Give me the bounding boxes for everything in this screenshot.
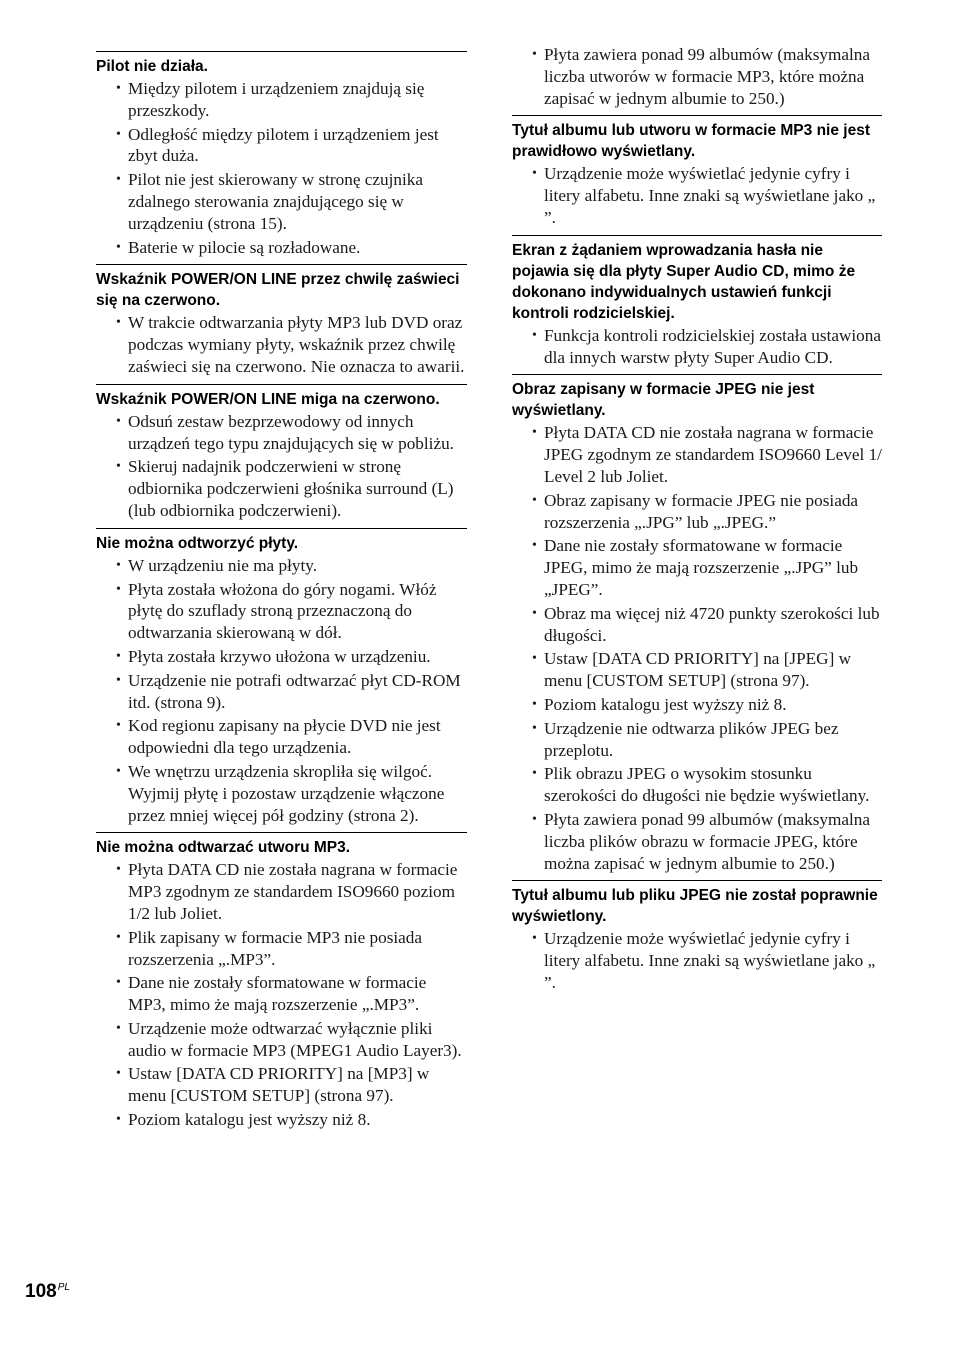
list-item-text: Plik obrazu JPEG o wysokim stosunku szerokości do długości nie będzie wyświetlany. [544,764,870,806]
list-item-text: Między pilotem i urządzeniem znajdują się przeszkody. [128,79,425,120]
troubleshooting-section [512,44,882,109]
left-column [96,51,467,1137]
list-item-text: Odsuń zestaw bezprzewodowy od innych urządzeń tego typu znajdujących się w pobliżu. [128,411,454,453]
page-number [25,1281,70,1303]
list-item-text: Baterie w pilocie są rozładowane. [128,237,361,257]
list-item [512,535,882,600]
list-item [96,237,467,259]
troubleshooting-section [512,235,882,369]
list-item-text: Dane nie zostały sformatowane w formacie JPEG, mimo że mają rozszerzenie „.JPG” lub „JPEG”. [544,536,859,599]
bullet-list [96,312,467,377]
list-item [96,456,467,521]
bullet-list [512,325,882,369]
bullet-icon: • [116,1066,121,1082]
troubleshooting-section [512,880,882,993]
list-item-text: Funkcja kontroli rodzicielskiej została ustawiona dla innych warstw płyty Super Audio CD. [544,325,881,367]
bullet-icon: • [532,651,537,667]
bullet-icon: • [116,862,121,878]
section-heading: Obraz zapisany w formacie JPEG nie jest wyświetlany. [512,381,815,420]
list-item [96,859,467,924]
list-item [512,603,882,647]
section-heading: Tytuł albumu lub pliku JPEG nie został poprawnie wyświetlony. [512,887,878,926]
list-item [96,715,467,759]
bullet-icon: • [116,672,121,688]
section-heading: Nie można odtworzyć płyty. [96,534,299,552]
bullet-list [96,411,467,522]
list-item [96,927,467,971]
list-item-text: Płyta DATA CD nie została nagrana w formacie MP3 zgodnym ze standardem ISO9660 poziom 1/2 lub Joliet. [128,860,458,923]
list-item-text: Plik zapisany w formacie MP3 nie posiada rozszerzenia „.MP3”. [128,927,423,969]
bullet-icon: • [532,720,537,736]
list-item-text: Płyta zawiera ponad 99 albumów (maksymalna liczba utworów w formacie MP3, które można zapisać w jednym albumie to 250.) [544,45,870,108]
list-item [512,422,882,487]
list-item [96,1109,467,1131]
bullet-icon: • [116,557,121,573]
bullet-icon: • [116,459,121,475]
list-item-text: Obraz zapisany w formacie JPEG nie posiada rozszerzenia „.JPG” lub „.JPEG.” [544,490,859,532]
bullet-icon: • [532,931,537,947]
list-item [512,809,882,874]
bullet-icon: • [532,327,537,343]
list-item-text: Urządzenie może odtwarzać wyłącznie pliki audio w formacie MP3 (MPEG1 Audio Layer3). [128,1018,462,1060]
troubleshooting-section [96,832,467,1131]
list-item-text: Płyta została krzywo ułożona w urządzeniu. [128,646,431,666]
list-item [96,169,467,234]
list-item [512,928,882,993]
bullet-icon: • [532,47,537,62]
list-item-text: Płyta zawiera ponad 99 albumów (maksymalna liczba plików obrazu w formacie JPEG, które można zapisać w jednym albumie to 250.) [544,809,870,873]
bullet-icon: • [116,172,121,188]
troubleshooting-section [96,264,467,377]
list-item [96,1018,467,1062]
bullet-list [512,163,882,228]
list-item-text: Urządzenie nie potrafi odtwarzać płyt CD-ROM itd. (strona 9). [128,670,461,712]
list-item [96,646,467,668]
list-item-text: W trakcie odtwarzania płyty MP3 lub DVD oraz podczas wymiany płyty, wskaźnik przez chwilę zaświeci się na czerwono. Nie oznacza to awarii. [128,313,465,376]
bullet-icon: • [116,648,121,664]
bullet-icon: • [116,975,121,991]
list-item [96,1063,467,1107]
bullet-icon: • [532,538,537,554]
page-number-value: 108 [25,1281,57,1302]
list-item [512,163,882,228]
troubleshooting-section [96,528,467,827]
list-item-text: Urządzenie może wyświetlać jedynie cyfry i litery alfabetu. Inne znaki są wyświetlane jako „ ”. [544,929,876,992]
list-item-text: Kod regionu zapisany na płycie DVD nie jest odpowiedni dla tego urządzenia. [128,716,441,758]
section-heading: Tytuł albumu lub utworu w formacie MP3 nie jest prawidłowo wyświetlany. [512,122,870,161]
list-item-text: Urządzenie może wyświetlać jedynie cyfry i litery alfabetu. Inne znaki są wyświetlane jako „ ”. [544,164,876,227]
bullet-icon: • [532,696,537,712]
bullet-icon: • [532,766,537,782]
list-item [512,694,882,716]
bullet-icon: • [532,811,537,827]
bullet-icon: • [532,492,537,508]
bullet-list [96,78,467,258]
section-heading: Wskaźnik POWER/ON LINE przez chwilę zaświeci się na czerwono. [96,271,460,310]
bullet-icon: • [116,718,121,734]
bullet-list [96,555,467,827]
bullet-icon: • [116,581,121,597]
list-item [96,312,467,377]
section-heading: Pilot nie działa. [96,58,208,75]
list-item [512,490,882,534]
list-item-text: Poziom katalogu jest wyższy niż 8. [128,1110,371,1130]
list-item [512,44,882,109]
list-item [96,411,467,455]
list-item [96,670,467,714]
troubleshooting-section [512,374,882,874]
list-item-text: Płyta została włożona do góry nogami. Włóż płytę do szuflady stroną przeznaczoną do odtwarzania skierowaną w dół. [128,579,437,643]
right-column [512,44,882,1000]
troubleshooting-section [96,51,467,258]
list-item-text: Ustaw [DATA CD PRIORITY] na [JPEG] w menu [CUSTOM SETUP] (strona 97). [544,649,852,691]
list-item-text: Poziom katalogu jest wyższy niż 8. [544,694,787,714]
bullet-icon: • [116,239,121,255]
list-item-text: Odległość między pilotem i urządzeniem jest zbyt duża. [128,124,439,166]
bullet-icon: • [532,605,537,621]
list-item-text: Skieruj nadajnik podczerwieni w stronę odbiornika podczerwieni głośnika surround (L) (lub odbiornika podczerwieni). [128,457,454,520]
bullet-icon: • [116,126,121,142]
list-item-text: Płyta DATA CD nie została nagrana w formacie JPEG zgodnym ze standardem ISO9660 Level 1/ Level 2 lub Joliet. [544,423,882,486]
list-item-text: Ustaw [DATA CD PRIORITY] na [MP3] w menu [CUSTOM SETUP] (strona 97). [128,1064,430,1106]
list-item [512,325,882,369]
list-item-text: Urządzenie nie odtwarza plików JPEG bez przeplotu. [544,718,839,760]
list-item [96,124,467,168]
troubleshooting-section [96,384,467,522]
bullet-icon: • [116,929,121,945]
list-item [96,761,467,826]
list-item-text: W urządzeniu nie ma płyty. [128,555,317,575]
bullet-icon: • [116,81,121,96]
list-item [512,648,882,692]
list-item [512,763,882,807]
list-item-text: Pilot nie jest skierowany w stronę czujnika zdalnego sterowania znajdującego się w urządzeniu (strona 15). [128,170,423,233]
bullet-list [512,44,882,109]
section-heading: Nie można odtwarzać utworu MP3. [96,839,351,857]
bullet-icon: • [116,763,121,779]
list-item [96,972,467,1016]
section-heading: Wskaźnik POWER/ON LINE miga na czerwono. [96,390,440,408]
bullet-icon: • [116,1112,121,1128]
list-item-text: We wnętrzu urządzenia skropliła się wilgoć. Wyjmij płytę i pozostaw urządzenie włączone przez mniej więcej pół godziny (strona 2). [128,761,445,825]
bullet-list [512,928,882,993]
list-item [96,555,467,577]
page-language-suffix: PL [57,1281,70,1293]
list-item [96,78,467,122]
list-item-text: Obraz ma więcej niż 4720 punkty szerokości lub długości. [544,603,880,645]
bullet-icon: • [532,166,537,182]
section-heading: Ekran z żądaniem wprowadzania hasła nie pojawia się dla płyty Super Audio CD, mimo że dokonano indywidualnych ustawień funkcji kontroli rodzicielskiej. [512,241,856,322]
list-item [512,718,882,762]
list-item-text: Dane nie zostały sformatowane w formacie MP3, mimo że mają rozszerzenie „.MP3”. [128,973,427,1015]
list-item [96,579,467,644]
bullet-list [96,859,467,1131]
bullet-icon: • [116,413,121,429]
bullet-icon: • [532,425,537,441]
bullet-list [512,422,882,874]
bullet-icon: • [116,1020,121,1036]
troubleshooting-section [512,115,882,228]
bullet-icon: • [116,315,121,331]
